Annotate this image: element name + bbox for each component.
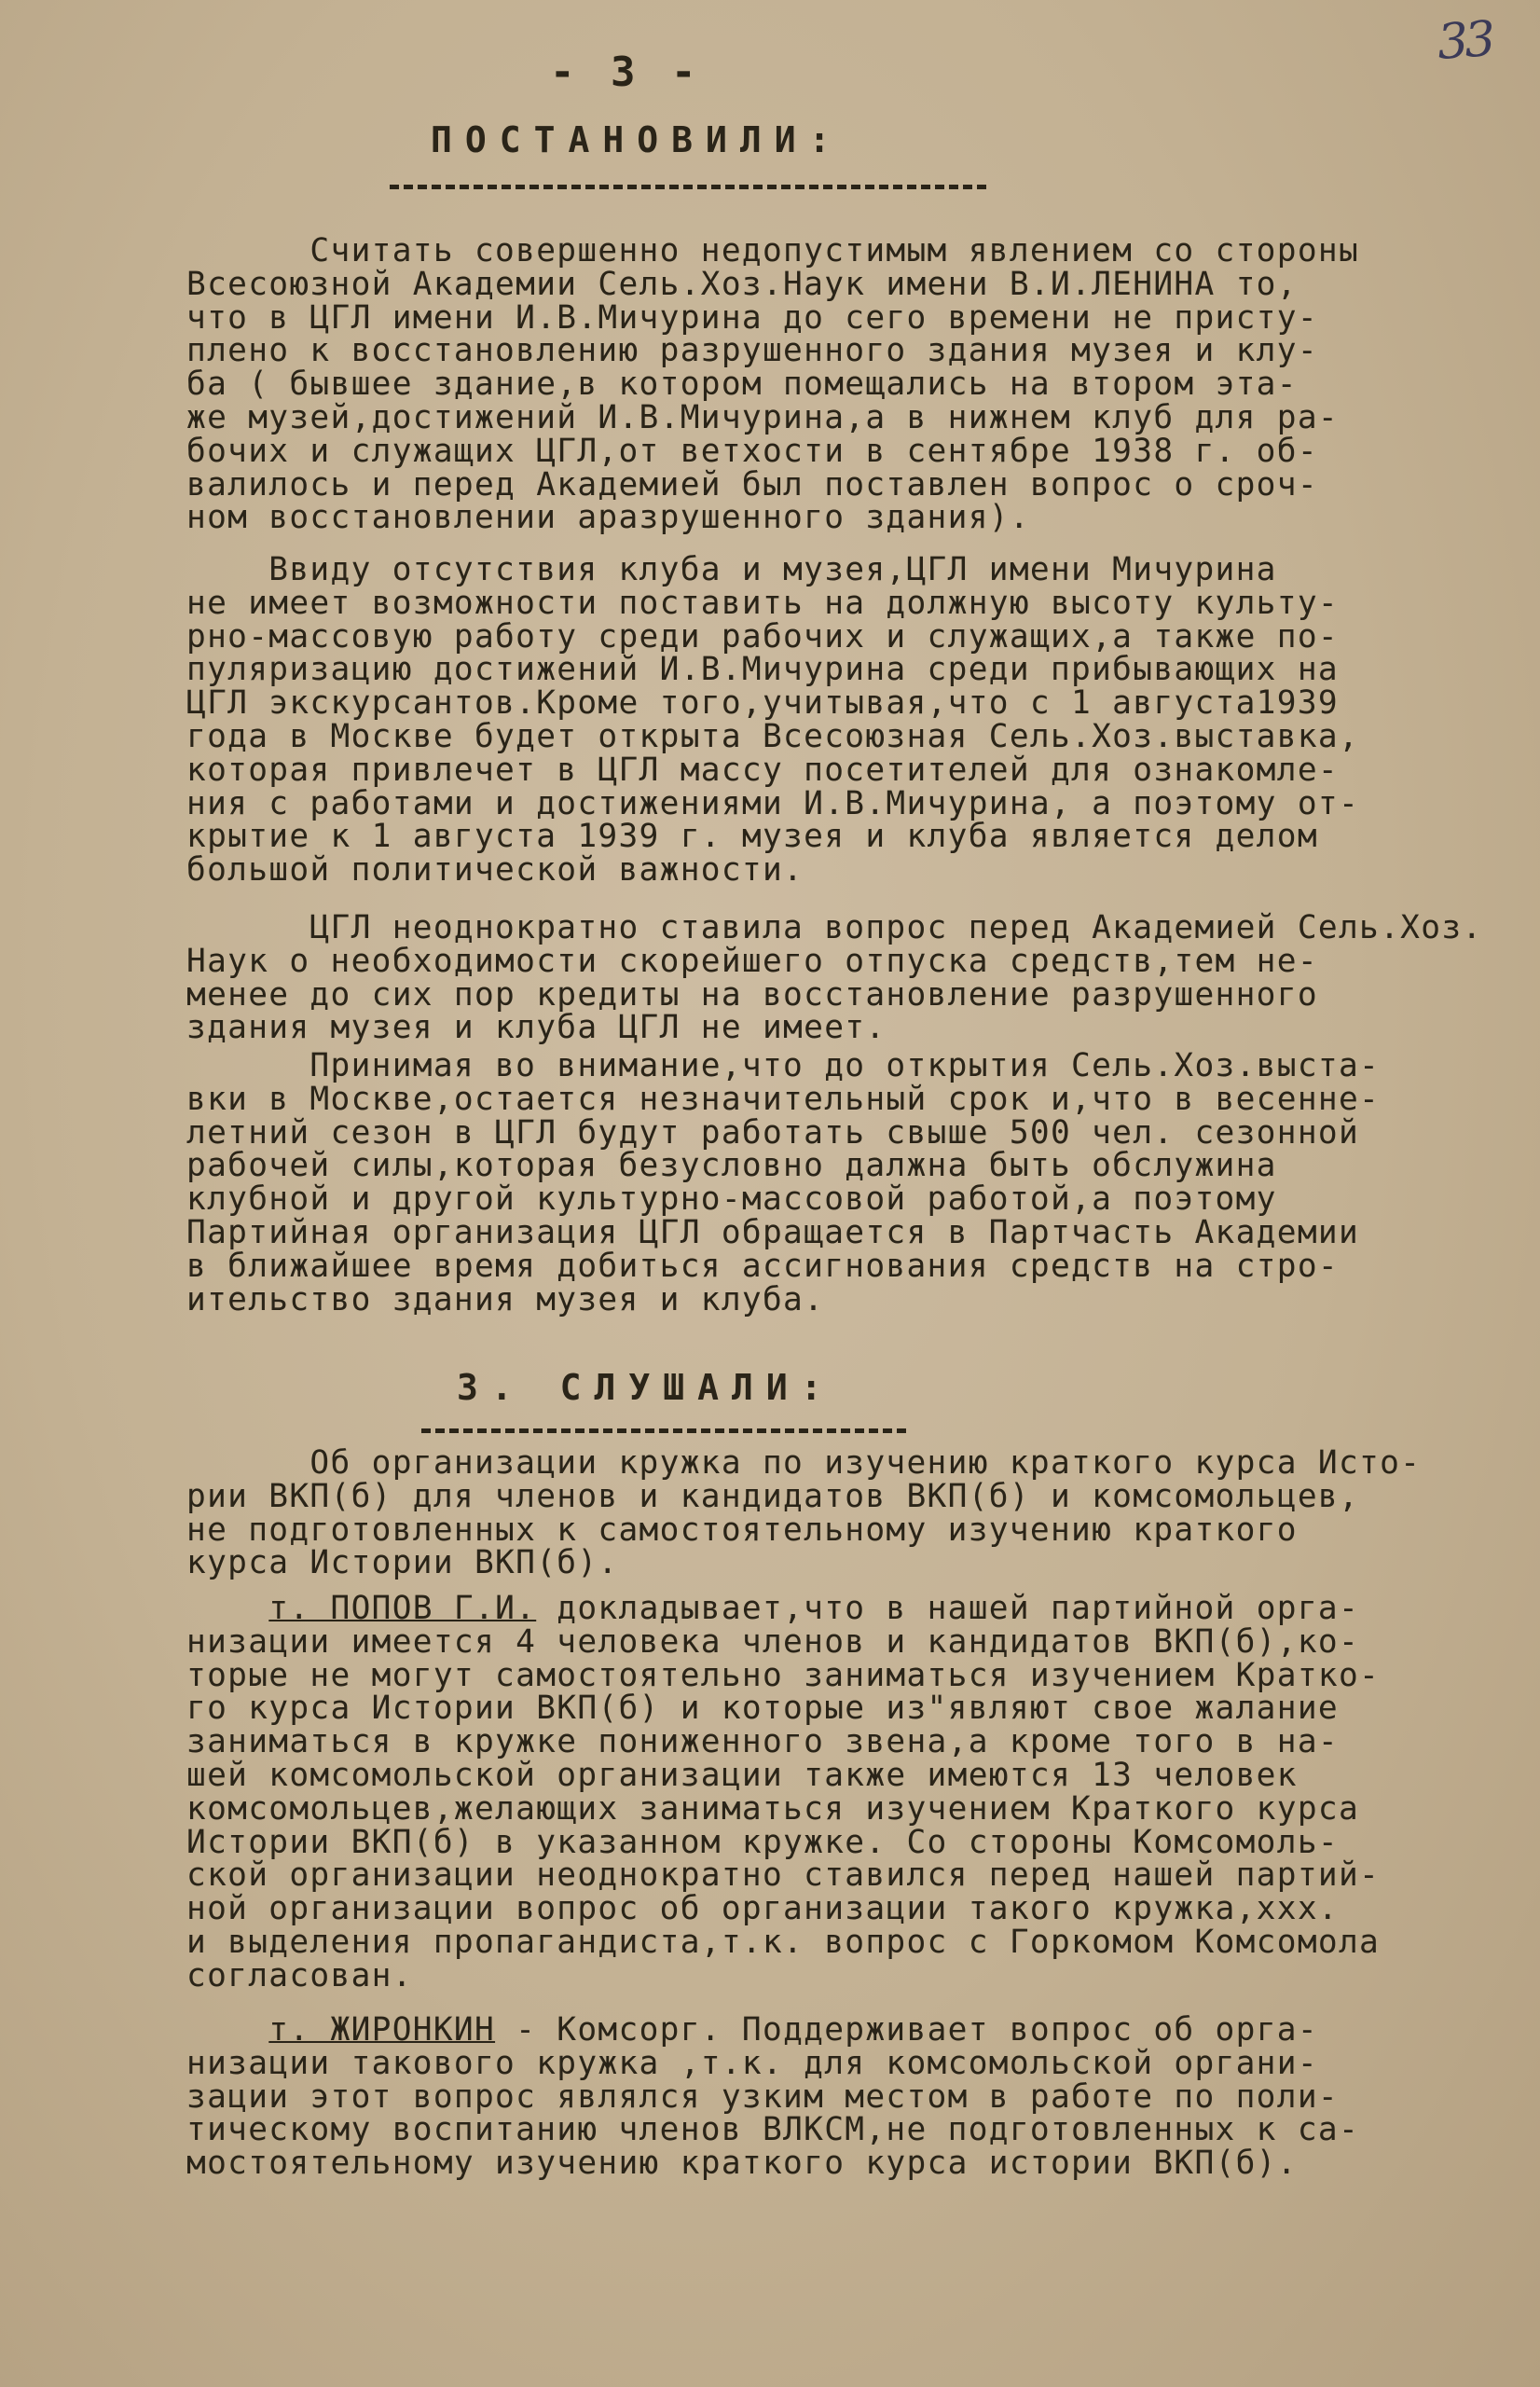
speech-indent [186,2011,268,2049]
text-line: здания музея и клуба ЦГЛ не имеет. [186,1009,887,1047]
resolution-paragraph-1 [186,232,1529,537]
text-line: плено к восстановлению разрушенного здания музея и клу- [186,332,1318,370]
text-line: Об организации кружка по изучению краткого курса Исто- [186,1444,1422,1482]
text-line: Наук о необходимости скорейшего отпуска средств,тем не- [186,942,1318,980]
resolved-heading: ПОСТАНОВИЛИ: [431,119,844,160]
text-line: валилось и перед Академией был поставлен вопрос о сроч- [186,465,1318,504]
speaker-name: т. ПОПОВ Г.И. [268,1590,537,1627]
text-line: мостоятельному изучению краткого курса истории ВКП(б). [186,2145,1298,2183]
text-line: крытие к 1 августа 1939 г. музея и клуба является делом [186,818,1318,856]
text-line: в ближайшее время добиться ассигнования средств на стро- [186,1247,1339,1285]
text-line: Ввиду отсутствия клуба и музея,ЦГЛ имени Мичурина [186,551,1277,588]
text-line: пуляризацию достижений И.В.Мичурина среди прибывающих на [186,651,1339,689]
resolution-paragraph-3 [186,909,1529,1047]
resolution-paragraph-4 [186,1047,1529,1318]
text-line: го курса Истории ВКП(б) и которые из"являют свое жалание [186,1690,1339,1728]
speech-first-line-text: - Комсорг. Поддерживает вопрос об орга- [495,2011,1318,2049]
text-line: вки в Москве,остается незначительный срок и,что в весенне- [186,1080,1381,1118]
text-line: низации имеется 4 человека членов и кандидатов ВКП(б),ко- [186,1622,1360,1661]
text-line: ния с работами и достижениями И.В.Мичурина, а поэтому от- [186,784,1360,822]
resolution-paragraph-2 [186,551,1529,890]
text-line: ной организации вопрос об организации такого кружка,ххх. [186,1890,1339,1928]
archive-page-number: 33 [1435,11,1494,71]
text-line: ном восстановлении аразрушенного здания). [186,499,1030,537]
text-line: рно-массовую работу среди рабочих и служащих,а также по- [186,617,1339,655]
text-line: курса Истории ВКП(б). [186,1544,619,1582]
text-line: Считать совершенно недопустимым явлением со стороны [186,232,1360,269]
text-line: большой политической важности. [186,851,804,890]
text-line: летний сезон в ЦГЛ будут работать свыше 500 чел. сезонной [186,1113,1360,1152]
page-number: - 3 - [550,48,702,96]
text-line: тическому воспитанию членов ВЛКСМ,не подготовленных к са- [186,2111,1360,2149]
speech-first-line [186,2011,1529,2049]
text-line: рии ВКП(б) для членов и кандидатов ВКП(б) и комсомольцев, [186,1477,1360,1515]
text-line: ЦГЛ экскурсантов.Кроме того,учитывая,что с 1 августа1939 [186,684,1339,723]
text-line: ской организации неоднократно ставился перед нашей партий- [186,1856,1381,1895]
text-line: Принимая во внимание,что до открытия Сель.Хоз.выста- [186,1047,1381,1084]
text-line: ба ( бывшее здание,в котором помещались на втором эта- [186,366,1298,404]
text-line: которая привлечет в ЦГЛ массу посетителей для ознакомле- [186,751,1339,789]
text-line: не подготовленных к самостоятельному изучению краткого [186,1511,1298,1549]
heard-heading: 3. СЛУШАЛИ: [457,1367,835,1408]
text-line: Всесоюзной Академии Сель.Хоз.Наук имени В.И.ЛЕНИНА то, [186,265,1298,303]
text-line: же музей,достижений И.В.Мичурина,а в нижнем клуб для ра- [186,398,1339,436]
speaker-name: т. ЖИРОНКИН [268,2011,496,2049]
speech-popov [186,1590,1529,1994]
resolved-heading-rule [390,185,986,189]
text-line: клубной и другой культурно-массовой работой,а поэтому [186,1180,1277,1219]
speech-first-line [186,1590,1529,1627]
speech-zhironkin [186,2011,1529,2183]
text-line: и выделения пропагандиста,т.к. вопрос с Горкомом Комсомола [186,1923,1381,1961]
text-line: комсомольцев,желающих заниматься изучением Краткого курса [186,1789,1360,1828]
text-line: ительство здания музея и клуба. [186,1280,825,1318]
text-line: бочих и служащих ЦГЛ,от ветхости в сентябре 1938 г. об- [186,432,1318,470]
text-line: зации этот вопрос являлся узким местом в работе по поли- [186,2077,1339,2116]
text-line: не имеет возможности поставить на должную высоту культу- [186,584,1339,622]
speech-first-line-text: докладывает,что в нашей партийной орга- [536,1590,1360,1627]
text-line: менее до сих пор кредиты на восстановление разрушенного [186,975,1318,1014]
text-line: Партийная организация ЦГЛ обращается в Партчасть Академии [186,1213,1360,1251]
heard-heading-rule [421,1428,906,1433]
text-line: заниматься в кружке пониженного звена,а кроме того в на- [186,1723,1339,1761]
heard-paragraph [186,1444,1529,1582]
text-line: Истории ВКП(б) в указанном кружке. Со стороны Комсомоль- [186,1823,1339,1861]
text-line: рабочей силы,которая безусловно далжна быть обслужина [186,1147,1277,1185]
speech-indent [186,1590,268,1627]
text-line: низации такового кружка ,т.к. для комсомольской органи- [186,2044,1318,2082]
text-line: согласован. [186,1956,413,1994]
text-line: года в Москве будет открыта Всесоюзная Сель.Хоз.выставка, [186,717,1360,755]
text-line: торые не могут самостоятельно заниматься изучением Кратко- [186,1656,1381,1694]
text-line: что в ЦГЛ имени И.В.Мичурина до сего времени не присту- [186,298,1318,337]
text-line: шей комсомольской организации также имеются 13 человек [186,1756,1298,1794]
text-line: ЦГЛ неоднократно ставила вопрос перед Академией Сель.Хоз. [186,909,1483,946]
